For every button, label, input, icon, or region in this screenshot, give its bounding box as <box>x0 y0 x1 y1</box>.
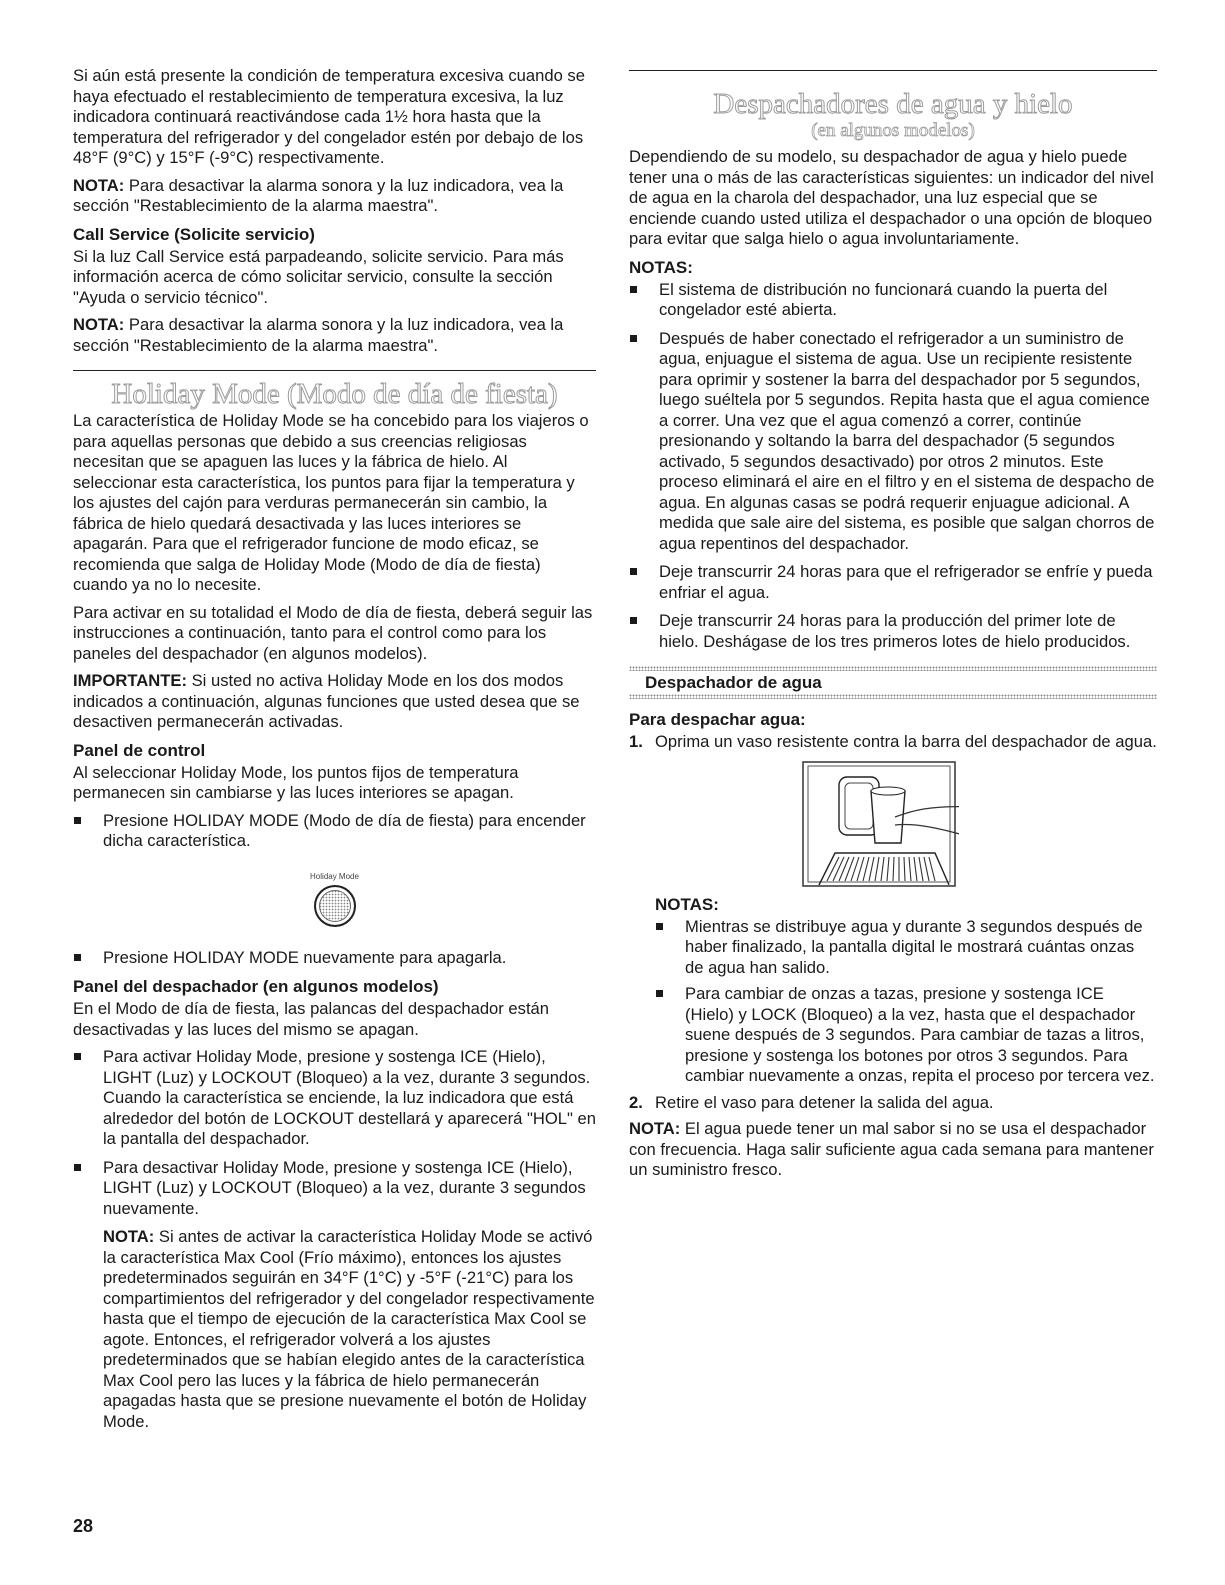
paragraph: Dependiendo de su modelo, su despachador de agua y hielo puede tener una o más de las características siguientes: un indicador del nivel de agua en la charola del despachador, una luz especial que se enciende cuando usted utiliza el despachador o una opción de bloqueo para evitar que salga hielo o agua involuntariamente. <box>629 147 1154 248</box>
bullet-item: Presione HOLIDAY MODE nuevamente para apagarla. <box>73 948 596 969</box>
bullet-item: Deje transcurrir 24 horas para que el refrigerador se enfríe y pueda enfriar el agua. <box>629 562 1157 603</box>
holiday-mode-button-icon <box>314 885 356 927</box>
numbered-step <box>629 1093 1157 1114</box>
holiday-mode-figure <box>73 872 596 932</box>
note-paragraph <box>73 1227 596 1432</box>
step-number: 2. <box>629 1092 643 1112</box>
bullet-item: Para cambiar de onzas a tazas, presione y sostenga ICE (Hielo) y LOCK (Bloqueo) a la vez, hasta que el despachador suene después de 3 segundos. Para cambiar de tazas a litros, presione y sostenga los botones por otros 3 segundos. Para cambiar nuevamente a onzas, repita el proceso por tercera vez. <box>655 984 1157 1087</box>
important-paragraph <box>73 671 596 733</box>
important-label: IMPORTANTE: <box>73 671 187 690</box>
paragraph: Al seleccionar Holiday Mode, los puntos fijos de temperatura permanecen sin cambiarse y las luces interiores se apagan. <box>73 762 519 802</box>
paragraph: Para activar en su totalidad el Modo de día de fiesta, deberá seguir las instrucciones a continuación, tanto para el control como para los paneles del despachador (en algunos modelos). <box>73 602 593 663</box>
holiday-mode-title: Holiday Mode (Modo de día de fiesta) <box>111 378 558 410</box>
water-dispenser-illustration <box>799 761 959 888</box>
paragraph: Si la luz Call Service está parpadeando, solicite servicio. Para más información acerca de cómo solicitar servicio, consulte la sección "Ayuda o servicio técnico". <box>73 246 564 307</box>
holiday-mode-caption: Holiday Mode <box>310 871 359 881</box>
bullet-item: Deje transcurrir 24 horas para la producción del primer lote de hielo. Deshágase de los tres primeros lotes de hielo producidos. <box>629 611 1157 652</box>
call-service-heading: Call Service (Solicite servicio) <box>73 224 315 244</box>
notes-block <box>629 894 1157 1087</box>
note-label: NOTA: <box>103 1227 155 1246</box>
step-text: Oprima un vaso resistente contra la barra del despachador de agua. <box>655 732 1157 751</box>
note-label: NOTA: <box>73 175 125 195</box>
bullet-item: Presione HOLIDAY MODE (Modo de día de fiesta) para encender dicha característica. <box>73 811 596 852</box>
step-number: 1. <box>629 732 643 751</box>
paragraph: En el Modo de día de fiesta, las palancas del despachador están desactivadas y las luces del mismo se apagan. <box>73 999 550 1039</box>
notes-heading: NOTAS: <box>629 257 693 277</box>
bullet-item: Mientras se distribuye agua y durante 3 segundos después de haber finalizado, la pantalla digital le mostrará cuántas onzas de agua han salido. <box>655 917 1157 979</box>
paragraph: Si aún está presente la condición de temperatura excesiva cuando se haya efectuado el restablecimiento de temperatura excesiva, la luz indicadora continuará reactivándose cada 1½ hora hasta que la temperatura del refrigerador y del congelador estén por debajo de los 48°F (9°C) y 15°F (-9°C) respectivamente. <box>73 66 585 167</box>
dispenser-glass-icon <box>799 761 959 888</box>
bullet-item: Para activar Holiday Mode, presione y sostenga ICE (Hielo), LIGHT (Luz) y LOCKOUT (Bloqueo) a la vez, durante 3 segundos. Cuando la característica se enciende, la luz indicadora que está alrededor del botón de LOCKOUT destellará y aparecerá "HOL" en la pantalla del despachador. <box>73 1047 596 1150</box>
bullet-item: El sistema de distribución no funcionará cuando la puerta del congelador esté abierta. <box>629 280 1157 321</box>
note-text: Para desactivar la alarma sonora y la luz indicadora, vea la sección "Restablecimiento de la alarma maestra". <box>73 315 564 355</box>
dispenser-panel-heading: Panel del despachador (en algunos modelos) <box>73 977 439 996</box>
dispense-water-heading: Para despachar agua: <box>629 710 806 729</box>
note-paragraph <box>629 1119 1157 1181</box>
dispensers-title: Despachadores de agua y hielo <box>713 88 1073 120</box>
notes-heading: NOTAS: <box>655 894 719 914</box>
paragraph: La característica de Holiday Mode se ha concebido para los viajeros o para aquellas personas que debido a sus creencias religiosas necesitan que se apaguen las luces y la fábrica de hielo. Al seleccionar esta característica, los puntos para fijar la temperatura y los ajustes del cajón para verduras permanecerán sin cambio, la fábrica de hielo quedará desactivada y las luces interiores se apagarán. Para que el refrigerador funcione de modo eficaz, se recomienda que salga de Holiday Mode (Modo de día de fiesta) cuando ya no lo necesite. <box>73 411 589 594</box>
note-text: El agua puede tener un mal sabor si no se usa el despachador con frecuencia. Haga salir suficiente agua cada semana para mantener un suministro fresco. <box>629 1119 1154 1179</box>
control-panel-heading: Panel de control <box>73 740 206 760</box>
note-text: Si antes de activar la característica Holiday Mode se activó la característica Max Cool (Frío máximo), entonces los ajustes predeterminados seguirán en 34°F (1°C) y -5°F (-21°C) para los compartimientos del refrigerador y del congelador respectivamente hasta que el tiempo de ejecución de la característica Max Cool se agote. Entonces, el refrigerador volverá a los ajustes predeterminados que se habían elegido antes de la característica Max Cool pero las luces y la fábrica de hielo permanecerán apagadas hasta que se presione nuevamente el botón de Holiday Mode. <box>103 1227 595 1431</box>
note-text: Para desactivar la alarma sonora y la luz indicadora, vea la sección "Restablecimiento de la alarma maestra". <box>73 175 564 215</box>
section-divider <box>629 70 1157 71</box>
bullet-item: Después de haber conectado el refrigerador a un suministro de agua, enjuague el sistema de agua. Use un recipiente resistente para oprimir y sostener la barra del despachador por 5 segundos, luego suéltela por 5 segundos. Repita hasta que el agua comience a correr. Una vez que el agua comenzó a correr, continúe presionando y soltando la barra del despachador (5 segundos activado, 5 segundos desactivado) por otros 2 minutos. Este proceso eliminará el aire en el filtro y en el sistema de despacho de agua. En algunas casas se podrá requerir enjuague adicional. A medida que sale aire del sistema, es posible que salgan chorros de agua repentinos del despachador. <box>629 329 1157 555</box>
note-label: NOTA: <box>629 1119 681 1138</box>
section-divider <box>73 370 596 371</box>
dotted-band <box>629 694 1157 699</box>
important-text: Si usted no activa Holiday Mode en los dos modos indicados a continuación, algunas funciones que usted desea que se desactiven permanecerán activadas. <box>73 671 580 731</box>
dispensers-subtitle: (en algunos modelos) <box>811 120 975 141</box>
note-paragraph <box>73 176 596 217</box>
bullet-item: Para desactivar Holiday Mode, presione y sostenga ICE (Hielo), LIGHT (Luz) y LOCKOUT (Bloqueo) a la vez, durante 3 segundos nuevamente. <box>73 1158 596 1220</box>
note-label: NOTA: <box>73 315 125 334</box>
step-text: Retire el vaso para detener la salida del agua. <box>655 1092 994 1112</box>
water-dispenser-heading: Despachador de agua <box>645 673 822 692</box>
page-number: 28 <box>73 1516 94 1536</box>
left-column <box>73 66 596 1439</box>
numbered-step <box>629 732 1157 753</box>
right-column <box>629 66 1157 1188</box>
dotted-band <box>629 666 1157 671</box>
note-paragraph <box>73 315 596 356</box>
